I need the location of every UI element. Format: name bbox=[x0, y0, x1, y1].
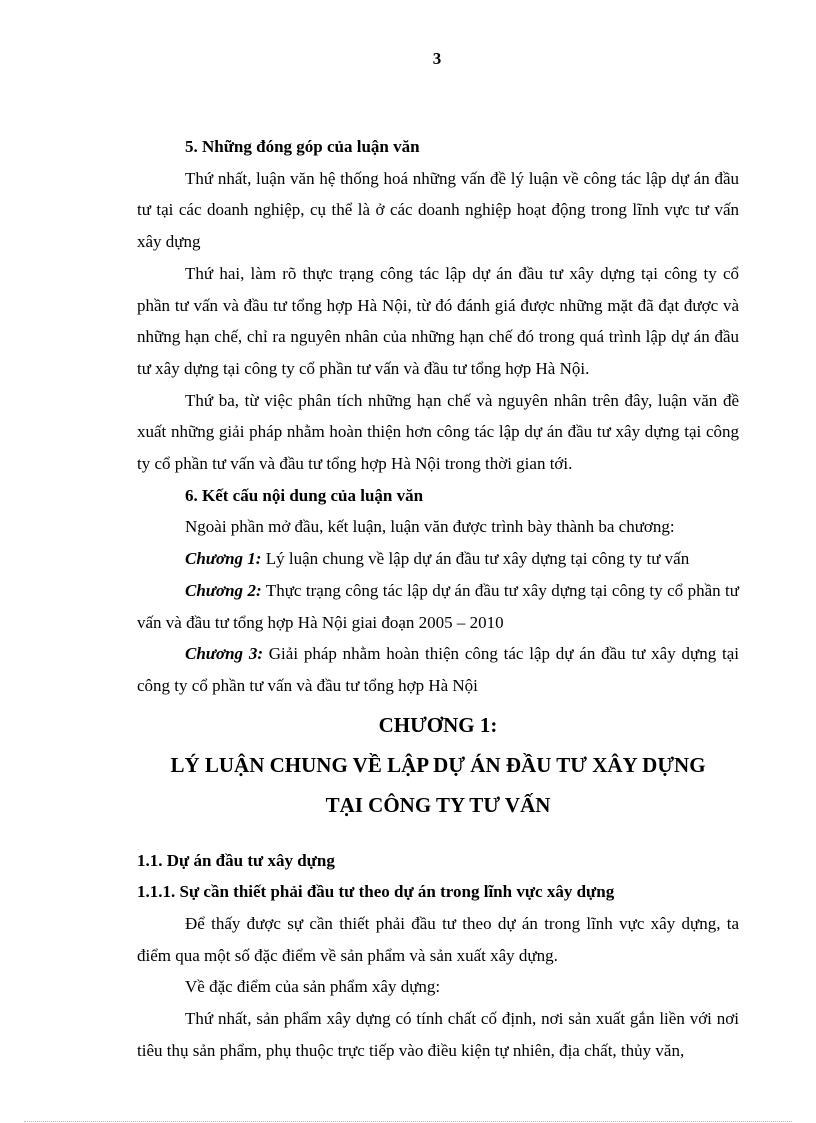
chapter-summary-label: Chương 2: bbox=[185, 580, 262, 600]
chapter-summary-text: Thực trạng công tác lập dự án đầu tư xây dựng tại công ty cổ phần tư vấn và đầu tư tổng hợp Hà Nội giai đoạn 2005 – 2010 bbox=[137, 580, 739, 632]
section-1-1-1-heading: 1.1.1. Sự cần thiết phải đầu tư theo dự án trong lĩnh vực xây dựng bbox=[137, 882, 615, 902]
section-1-1-1-paragraph: Thứ nhất, sản phẩm xây dựng có tính chất cố định, nơi sản xuất gắn liền với nơi tiêu thụ sản phẩm, phụ thuộc trực tiếp vào điều kiện tự nhiên, địa chất, thủy văn, bbox=[137, 1009, 739, 1060]
section-1-1-1-paragraph: Về đặc điểm của sản phẩm xây dựng: bbox=[185, 977, 441, 997]
chapter-1-title-line-2: TẠI CÔNG TY TƯ VẤN bbox=[325, 792, 551, 817]
section-5-heading: 5. Những đóng góp của luận văn bbox=[185, 137, 420, 156]
page-number: 3 bbox=[432, 49, 442, 68]
chapter-summary-text: Giải pháp nhằm hoàn thiện công tác lập dự án đầu tư xây dựng tại công ty cổ phần tư vấn và đầu tư tổng hợp Hà Nội bbox=[137, 644, 739, 695]
section-5-paragraph: Thứ nhất, luận văn hệ thống hoá những vấn đề lý luận về công tác lập dự án đầu tư tại các doanh nghiệp, cụ thể là ở các doanh nghiệp hoạt động trong lĩnh vực tư vấn xây dựng bbox=[137, 168, 739, 252]
section-1-1-heading: 1.1. Dự án đầu tư xây dựng bbox=[137, 850, 335, 870]
page-bottom-divider bbox=[24, 1121, 792, 1122]
chapter-summary-text: Lý luận chung về lập dự án đầu tư xây dựng tại công ty tư vấn bbox=[261, 549, 690, 569]
chapter-summary-1 bbox=[137, 543, 739, 575]
section-6-heading: 6. Kết cấu nội dung của luận văn bbox=[185, 485, 424, 505]
chapter-summary-3 bbox=[137, 638, 739, 701]
section-5-paragraph: Thứ hai, làm rõ thực trạng công tác lập dự án đầu tư xây dựng tại công ty cổ phần tư vấn và đầu tư tổng hợp Hà Nội, từ đó đánh giá được những mặt đã đạt được và những hạn chế, chỉ ra nguyên nhân của những hạn chế đó trong quá trình lập dự án đầu tư xây dựng tại công ty cổ phần tư vấn và đầu tư tổng hợp Hà Nội. bbox=[137, 263, 739, 378]
document-body bbox=[137, 131, 739, 1067]
chapter-1-title-block bbox=[137, 705, 739, 825]
chapter-1-title-line-1: LÝ LUẬN CHUNG VỀ LẬP DỰ ÁN ĐẦU TƯ XÂY DỰNG bbox=[170, 752, 706, 777]
chapter-1-number: CHƯƠNG 1: bbox=[378, 712, 498, 737]
section-5-paragraph: Thứ ba, từ việc phân tích những hạn chế và nguyên nhân trên đây, luận văn đề xuất những giải pháp nhằm hoàn thiện hơn công tác lập dự án đầu tư xây dựng tại công ty cổ phần tư vấn và đầu tư tổng hợp Hà Nội trong thời gian tới. bbox=[137, 390, 739, 474]
chapter-summary-label: Chương 1: bbox=[185, 549, 262, 569]
chapter-summary-label: Chương 3: bbox=[185, 644, 263, 664]
section-1-1-1-paragraph: Để thấy được sự cần thiết phải đầu tư theo dự án trong lĩnh vực xây dựng, ta điểm qua một số đặc điểm về sản phẩm và sản xuất xây dựng. bbox=[137, 914, 739, 965]
section-6-intro: Ngoài phần mở đầu, kết luận, luận văn được trình bày thành ba chương: bbox=[185, 517, 675, 537]
chapter-summary-2 bbox=[137, 575, 739, 638]
